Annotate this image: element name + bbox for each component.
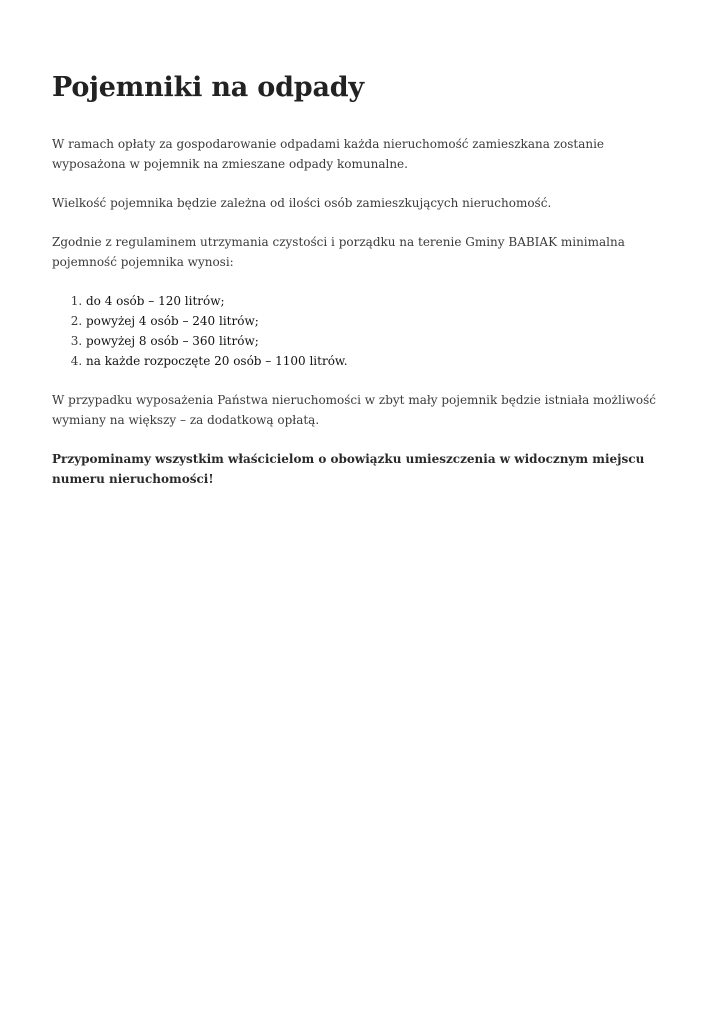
- page-title: Pojemniki na odpady: [52, 72, 364, 103]
- replacement-paragraph: W przypadku wyposażenia Państwa nieruchomości w zbyt mały pojemnik będzie istniała możliwość wymiany na większy – za dodatkową opłatą.: [52, 393, 657, 427]
- list-item: 4. na każde rozpoczęte 20 osób – 1100 litrów.: [86, 351, 662, 371]
- list-item: 3. powyżej 8 osób – 360 litrów;: [86, 331, 662, 351]
- reminder-paragraph: Przypominamy wszystkim właścicielom o obowiązku umieszczenia w widocznym miejscu numeru nieruchomości!: [52, 452, 645, 486]
- container-size-paragraph: Wielkość pojemnika będzie zależna od ilości osób zamieszkujących nieruchomość.: [52, 196, 552, 210]
- intro-paragraph: W ramach opłaty za gospodarowanie odpadami każda nieruchomość zamieszkana zostanie wyposażona w pojemnik na zmieszane odpady komunalne.: [52, 137, 605, 171]
- capacity-list: [52, 291, 662, 371]
- list-item: 2. powyżej 4 osób – 240 litrów;: [86, 311, 662, 331]
- regulation-paragraph: Zgodnie z regulaminem utrzymania czystości i porządku na terenie Gminy BABIAK minimalna pojemność pojemnika wynosi:: [52, 235, 625, 269]
- document-page: [52, 0, 662, 489]
- list-item: 1. do 4 osób – 120 litrów;: [86, 291, 662, 311]
